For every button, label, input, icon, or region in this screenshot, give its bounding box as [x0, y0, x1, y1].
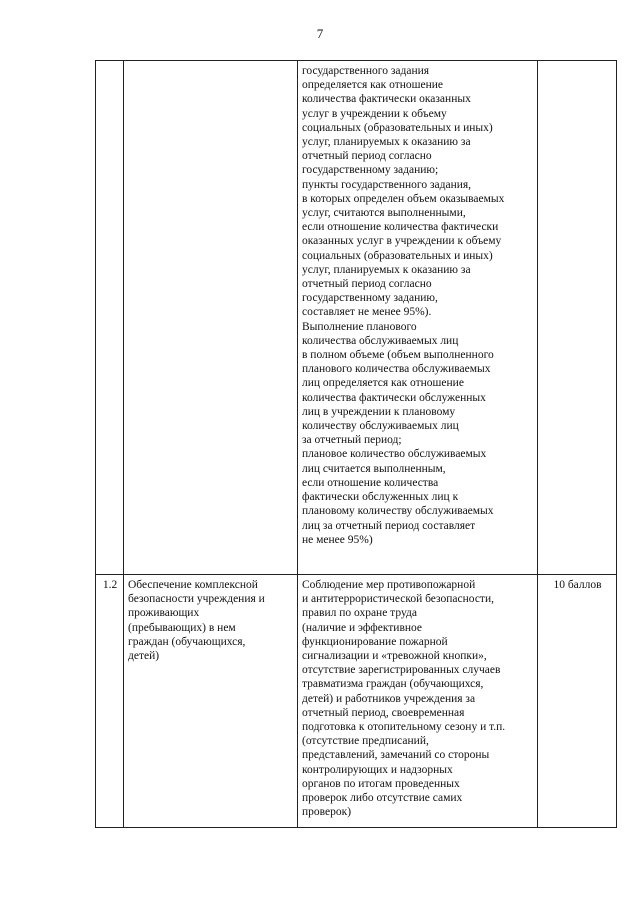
text-line: отчетный период, своевременная	[302, 706, 465, 719]
text-line: лиц за отчетный период составляет	[302, 519, 476, 532]
text-line: социальных (образовательных и иных)	[302, 121, 493, 134]
text-line: (пребывающих) в нем	[128, 621, 236, 634]
criteria-cell	[298, 575, 538, 828]
text-line: количеству обслуживаемых лиц	[302, 420, 459, 433]
text-line: Обеспечение комплексной	[128, 579, 258, 591]
text-line: количества обслуживаемых лиц	[302, 334, 459, 347]
text-line: количества фактически оказанных	[302, 93, 471, 106]
table-row	[96, 61, 617, 575]
text-line: сигнализации и «тревожной кнопки»,	[302, 650, 487, 663]
text-line: проживающих	[128, 607, 200, 620]
text-line: лиц считается выполненным,	[302, 462, 446, 475]
text-line: государственного задания	[302, 65, 430, 77]
text-line: плановое количество обслуживаемых	[302, 448, 487, 461]
text-line: подготовка к отопительному сезону и т.п.	[302, 721, 506, 734]
text-line: услуг, планируемых к оказанию за	[302, 263, 471, 276]
text-line: и антитеррористической безопасности,	[302, 593, 494, 606]
row-number-cell: 1.2	[96, 575, 124, 828]
text-line: Соблюдение мер противопожарной	[302, 579, 476, 591]
text-line: в полном объеме (объем выполненного	[302, 349, 494, 362]
text-line: правил по охране труда	[302, 607, 417, 620]
text-line: функционирование пожарной	[302, 635, 448, 648]
text-line: травматизма граждан (обучающихся,	[302, 678, 484, 691]
text-line: если отношение количества	[302, 476, 439, 489]
row-number-cell	[96, 61, 124, 575]
score-cell	[538, 61, 617, 575]
text-line: услуг, планируемых к оказанию за	[302, 136, 471, 149]
text-line: лиц определяется как отношение	[302, 377, 464, 390]
text-line: определяется как отношение	[302, 79, 444, 92]
text-line: государственному заданию;	[302, 164, 439, 177]
text-line: граждан (обучающихся,	[128, 635, 246, 648]
text-line: органов по итогам проведенных	[302, 777, 460, 790]
text-line: составляет не менее 95%).	[302, 306, 432, 319]
text-line: не менее 95%)	[302, 533, 373, 546]
text-line: безопасности учреждения и	[128, 593, 265, 606]
text-line: детей)	[128, 650, 160, 663]
text-line: услуг в учреждении к объему	[302, 107, 447, 120]
text-line: фактически обслуженных лиц к	[302, 491, 459, 504]
text-line: в которых определен объем оказываемых	[302, 192, 505, 205]
text-line: если отношение количества фактически	[302, 221, 499, 234]
text-line: отчетный период согласно	[302, 150, 432, 163]
text-line: количества фактически обслуженных	[302, 391, 486, 404]
page-number: 7	[316, 26, 324, 41]
text-line: (отсутствие предписаний,	[302, 735, 429, 748]
text-line: плановому количеству обслуживаемых	[302, 505, 494, 518]
text-line: контролирующих и надзорных	[302, 763, 453, 776]
text-line: отчетный период согласно	[302, 278, 432, 291]
indicator-name-cell	[124, 61, 298, 575]
text-line: проверок)	[302, 806, 352, 819]
table-row	[96, 575, 617, 828]
text-line: (наличие и эффективное	[302, 621, 423, 634]
score-cell: 10 баллов	[538, 575, 617, 828]
text-line: проверок либо отсутствие самих	[302, 792, 463, 805]
text-line: детей) и работников учреждения за	[302, 692, 476, 705]
text-line: лиц в учреждении к плановому	[302, 405, 456, 418]
text-line: социальных (образовательных и иных)	[302, 249, 493, 262]
criteria-table	[95, 60, 617, 828]
text-line: за отчетный период;	[302, 434, 402, 447]
text-line: государственному заданию,	[302, 292, 438, 305]
text-line: Выполнение планового	[302, 320, 417, 333]
criteria-cell	[298, 61, 538, 575]
text-line: услуг, считаются выполненными,	[302, 207, 466, 220]
text-line: отсутствие зарегистрированных случаев	[302, 664, 501, 677]
text-line: оказанных услуг в учреждении к объему	[302, 235, 502, 248]
text-line: представлений, замечаний со стороны	[302, 749, 490, 762]
text-line: пункты государственного задания,	[302, 178, 472, 191]
indicator-name-cell	[124, 575, 298, 828]
text-line: планового количества обслуживаемых	[302, 363, 491, 376]
